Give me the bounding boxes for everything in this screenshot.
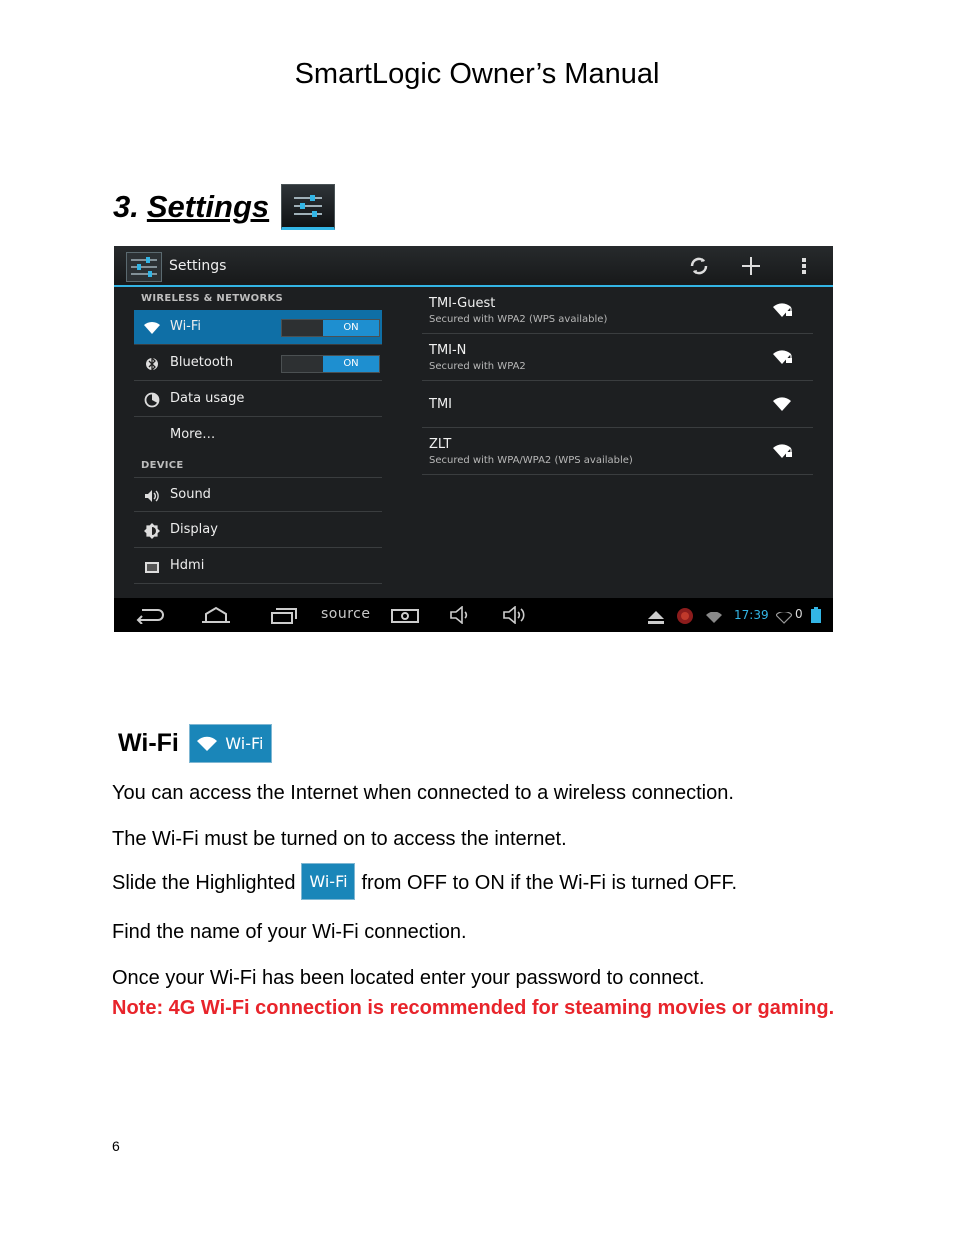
wifi-status-icon xyxy=(706,609,722,628)
network-name: TMI xyxy=(429,397,452,412)
network-item[interactable] xyxy=(422,381,813,428)
paragraph-text: Slide the Highlighted xyxy=(112,871,296,894)
section-title: Settings xyxy=(146,189,270,224)
home-icon[interactable] xyxy=(200,606,232,628)
eject-icon xyxy=(646,609,666,628)
menu-item-label: Bluetooth xyxy=(170,355,234,370)
menu-item-display[interactable] xyxy=(134,513,382,548)
wifi-heading xyxy=(118,724,272,763)
wifi-toggle[interactable] xyxy=(281,319,380,337)
wifi-lock-icon xyxy=(773,302,793,318)
wifi-lock-icon xyxy=(773,349,793,365)
menu-item-more[interactable] xyxy=(134,418,382,453)
paragraph: Find the name of your Wi-Fi connection. xyxy=(112,921,467,943)
paragraph: Once your Wi-Fi has been located enter your password to connect. xyxy=(112,967,705,989)
menu-item-data-usage[interactable] xyxy=(134,382,382,417)
battery-level: 0 xyxy=(795,607,803,621)
section-heading xyxy=(113,184,335,230)
network-security: Secured with WPA2 (WPS available) xyxy=(429,314,608,325)
wifi-badge xyxy=(189,724,272,763)
menu-item-label: More… xyxy=(170,427,216,442)
category-device: DEVICE xyxy=(141,460,184,471)
network-name: ZLT xyxy=(429,437,452,452)
note-text: Note: 4G Wi-Fi connection is recommended for steaming movies or gaming. xyxy=(112,997,835,1019)
toggle-state: ON xyxy=(323,320,379,336)
settings-screenshot xyxy=(114,246,833,632)
menu-item-sound[interactable] xyxy=(134,477,382,512)
data-usage-icon xyxy=(144,392,160,408)
system-nav-bar xyxy=(114,598,833,632)
menu-item-bluetooth[interactable] xyxy=(134,346,382,381)
paragraph-slide xyxy=(112,865,737,902)
network-name: TMI-Guest xyxy=(429,296,496,311)
action-bar xyxy=(114,246,833,287)
action-bar-title: Settings xyxy=(169,258,227,274)
source-button[interactable]: source xyxy=(321,606,371,622)
wifi-icon xyxy=(773,396,793,412)
wifi-heading-text: Wi-Fi xyxy=(118,729,179,757)
bluetooth-icon xyxy=(144,356,160,372)
wifi-lock-icon xyxy=(773,443,793,459)
add-icon[interactable] xyxy=(740,255,762,281)
volume-up-icon[interactable] xyxy=(502,606,530,628)
brightness-icon xyxy=(144,523,160,539)
menu-item-hdmi[interactable] xyxy=(134,549,382,584)
menu-item-label: Sound xyxy=(170,487,211,502)
paragraph: You can access the Internet when connected to a wireless connection. xyxy=(112,782,734,804)
network-item[interactable] xyxy=(422,287,813,334)
menu-item-label: Data usage xyxy=(170,391,245,406)
network-item[interactable] xyxy=(422,428,813,475)
document-title: SmartLogic Owner’s Manual xyxy=(294,58,660,90)
overflow-menu-icon[interactable] xyxy=(800,255,808,281)
wifi-inline-badge: Wi-Fi xyxy=(301,863,355,900)
wifi-icon xyxy=(144,320,160,336)
volume-down-icon[interactable] xyxy=(449,606,473,628)
network-name: TMI-N xyxy=(429,343,467,358)
settings-icon xyxy=(281,184,335,230)
hdmi-icon xyxy=(144,559,160,575)
signal-icon xyxy=(776,609,792,628)
screenshot-icon[interactable] xyxy=(390,606,420,628)
debug-icon xyxy=(676,607,694,629)
paragraph-text: from OFF to ON if the Wi-Fi is turned OFF. xyxy=(361,871,738,894)
settings-app-icon xyxy=(126,252,162,282)
wifi-icon xyxy=(197,736,217,752)
status-clock: 17:39 xyxy=(734,608,769,622)
paragraph: The Wi-Fi must be turned on to access the internet. xyxy=(112,828,567,850)
sync-icon[interactable] xyxy=(688,255,710,281)
recent-apps-icon[interactable] xyxy=(268,606,298,628)
section-number: 3. xyxy=(113,189,139,224)
wifi-badge-label: Wi-Fi xyxy=(225,734,264,753)
network-security: Secured with WPA/WPA2 (WPS available) xyxy=(429,455,633,466)
menu-item-label: Display xyxy=(170,522,218,537)
menu-item-label: Wi-Fi xyxy=(170,319,202,334)
category-wireless: WIRELESS & NETWORKS xyxy=(141,293,284,304)
toggle-state: ON xyxy=(323,356,379,372)
menu-item-label: Hdmi xyxy=(170,558,205,573)
battery-icon xyxy=(811,607,821,627)
back-icon[interactable] xyxy=(134,606,164,628)
network-security: Secured with WPA2 xyxy=(429,361,526,372)
page-number: 6 xyxy=(112,1138,120,1154)
network-item[interactable] xyxy=(422,334,813,381)
speaker-icon xyxy=(144,488,160,504)
menu-item-wifi[interactable] xyxy=(134,310,382,345)
bluetooth-toggle[interactable] xyxy=(281,355,380,373)
